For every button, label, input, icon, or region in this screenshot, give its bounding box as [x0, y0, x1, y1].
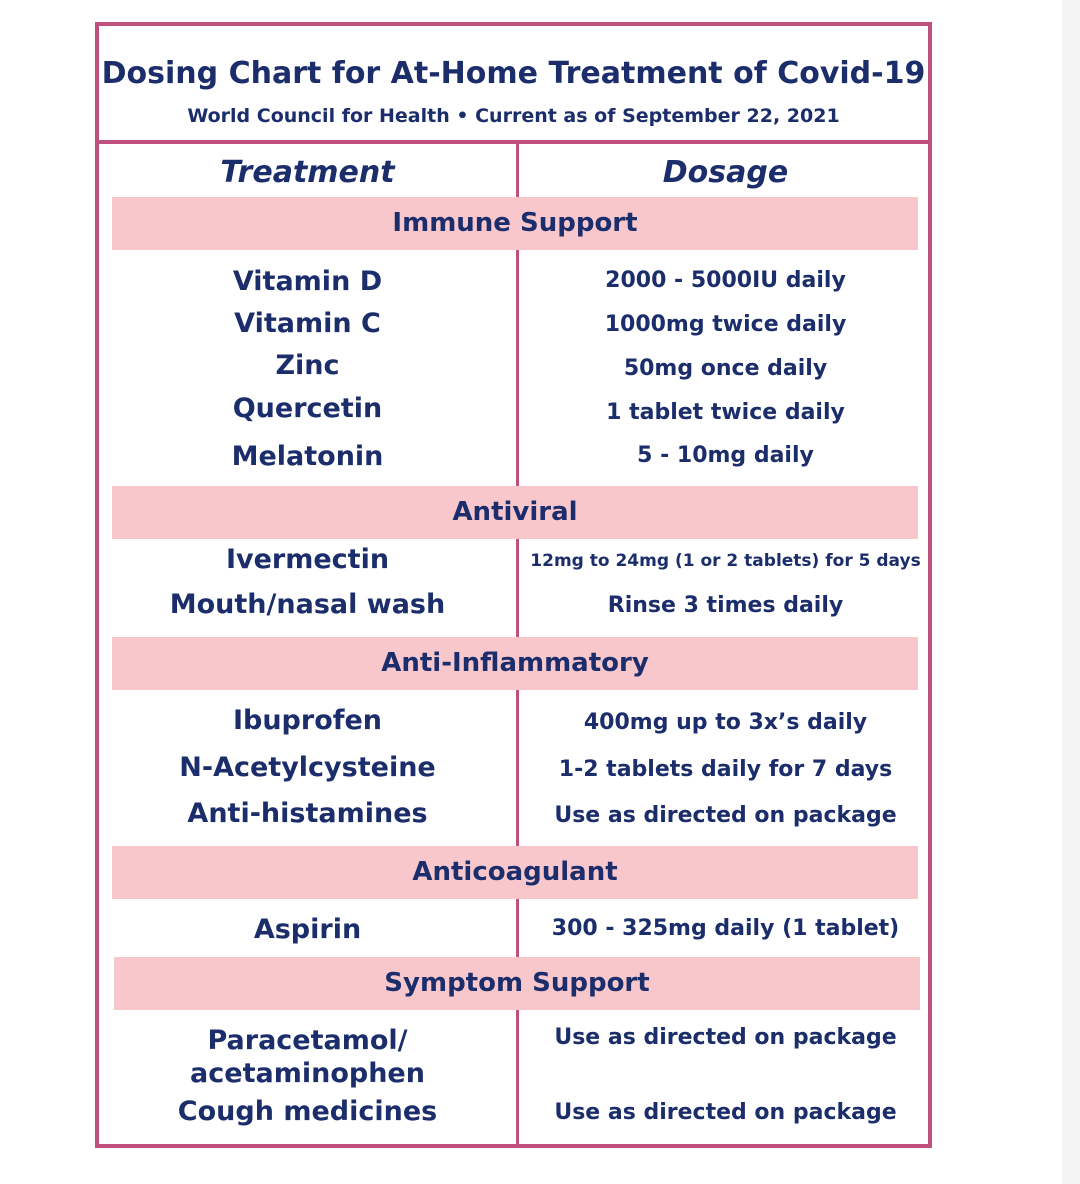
dosage-mouth-nasal-wash: Rinse 3 times daily	[607, 593, 844, 618]
dosage-aspirin: 300 - 325mg daily (1 tablet)	[551, 916, 900, 941]
treatment-paracetamol: Paracetamol/	[207, 1025, 408, 1056]
treatment-anti-histamines: Anti-histamines	[187, 798, 428, 829]
treatment-ibuprofen: Ibuprofen	[232, 705, 383, 736]
dosage-melatonin: 5 - 10mg daily	[637, 443, 814, 468]
chart-subtitle: World Council for Health • Current as of September 22, 2021	[187, 105, 840, 127]
treatment-vitamin-c: Vitamin C	[234, 308, 381, 339]
dosage-cough-medicines: Use as directed on package	[554, 1100, 897, 1125]
treatment-acetaminophen: acetaminophen	[190, 1058, 425, 1089]
column-header-dosage: Dosage	[662, 155, 789, 190]
treatment-cough-medicines: Cough medicines	[177, 1096, 438, 1127]
dosage-n-acetylcysteine: 1-2 tablets daily for 7 days	[558, 757, 893, 782]
dosage-paracetamol: Use as directed on package	[554, 1025, 897, 1050]
page-margin-strip	[1062, 0, 1080, 1184]
dosing-chart	[95, 22, 932, 1148]
column-header-treatment: Treatment	[220, 155, 395, 190]
dosage-quercetin: 1 tablet twice daily	[606, 400, 845, 425]
treatment-zinc: Zinc	[275, 350, 340, 381]
treatment-melatonin: Melatonin	[231, 441, 384, 472]
chart-title: Dosing Chart for At-Home Treatment of Covid-19	[101, 56, 926, 91]
treatment-n-acetylcysteine: N-Acetylcysteine	[179, 752, 436, 783]
treatment-vitamin-d: Vitamin D	[232, 266, 383, 297]
dosage-zinc: 50mg once daily	[623, 356, 828, 381]
dosage-vitamin-d: 2000 - 5000IU daily	[605, 268, 846, 293]
treatment-aspirin: Aspirin	[253, 914, 362, 945]
section-immune-support: Immune Support	[112, 197, 918, 250]
dosage-vitamin-c: 1000mg twice daily	[604, 312, 847, 337]
dosage-ibuprofen: 400mg up to 3x’s daily	[583, 710, 868, 735]
section-anti-inflammatory: Anti-Inflammatory	[112, 637, 918, 690]
dosage-anti-histamines: Use as directed on package	[554, 803, 897, 828]
treatment-ivermectin: Ivermectin	[225, 544, 390, 575]
treatment-mouth-nasal-wash: Mouth/nasal wash	[169, 589, 446, 620]
treatment-quercetin: Quercetin	[232, 393, 383, 424]
section-symptom-support: Symptom Support	[114, 957, 920, 1010]
section-anticoagulant: Anticoagulant	[112, 846, 918, 899]
section-antiviral: Antiviral	[112, 486, 918, 539]
dosage-ivermectin: 12mg to 24mg (1 or 2 tablets) for 5 days	[530, 551, 921, 571]
chart-header	[99, 26, 928, 144]
